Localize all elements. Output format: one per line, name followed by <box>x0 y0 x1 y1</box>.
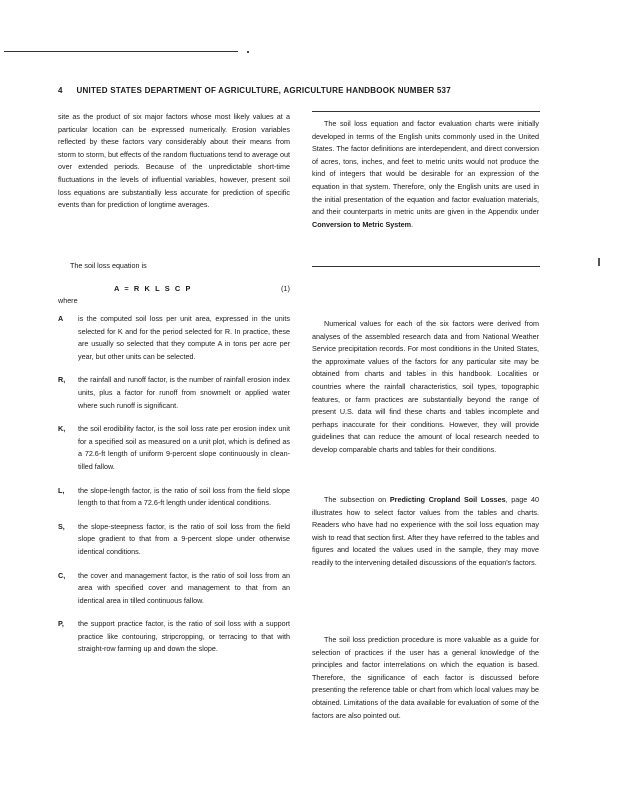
equation-number: (1) <box>280 284 290 293</box>
definition-item <box>58 618 290 656</box>
metric-note-box <box>312 118 539 231</box>
definition-text: the rainfall and runoff factor, is the number of rainfall erosion index units, plus a factor for runoff from snowmelt or applied water where such runoff is significant. <box>78 375 290 410</box>
subsection-text-end: , page 40 illustrates how to select factor values from the tables and charts. Readers who have had no experience with the soil loss equation may wish to read that section first. After they have referred to the tables and figures and located the values used in the sample, they may move readily to the intervening detailed discussions of the equation's factors. <box>312 495 539 567</box>
left-intro-paragraph: site as the product of six major factors whose most likely values at a particular location can be expressed numerically. Erosion variables reflected by these factors vary considerably about their means from storm to storm, but effects of the random fluctuations tend to average out over extended periods. Because of the unpredictable short-time fluctuations in the levels of influential variables, however, present soil loss equations are substantially less accurate for prediction of specific events than for prediction of longtime averages. <box>58 112 290 210</box>
factor-definitions <box>58 313 290 667</box>
definition-item <box>58 423 290 473</box>
soil-loss-equation <box>114 284 290 293</box>
box-top-rule <box>312 111 540 112</box>
definition-item <box>58 485 290 510</box>
definition-text: is the computed soil loss per unit area, expressed in the units selected for K and for the period selected for R. In practice, these are usually so selected that they compute A in tons per acre per year, but other units can be selected. <box>78 314 290 361</box>
definition-text: the slope-steepness factor, is the ratio of soil loss from the field slope gradient to that from a 9-percent slope under otherwise identical conditions. <box>78 521 290 556</box>
definition-item <box>58 313 290 363</box>
predicting-cropland-reference: Predicting Cropland Soil Losses <box>389 495 506 504</box>
definition-text: the support practice factor, is the ratio of soil loss with a support practice like contouring, stripcropping, or terracing to that with straight-row farming up and down the slope. <box>78 619 290 654</box>
definition-item <box>58 374 290 412</box>
right-paragraph-numerical-values: Numerical values for each of the six factors were derived from analyses of the assembled research data and from National Weather Service precipitation records. For most conditions in the United States, the approximate values of the factors for any particular site may be obtained from charts and tables in this handbook. Localities or countries where the rainfall characteristics, soil types, topographic features, or farm practices are substantially beyond the range of present U.S. data will find these charts and tables incomplete and perhaps inaccurate for their conditions. However, they will provide guidelines that can reduce the amount of local research needed to develop comparable charts and tables for their conditions. <box>312 319 539 454</box>
scan-dot <box>247 51 249 53</box>
equation-intro: The soil loss equation is <box>70 261 147 270</box>
subsection-text: The subsection on <box>324 495 390 504</box>
definition-symbol: L, <box>58 485 65 495</box>
page-number: 4 <box>58 86 63 95</box>
metric-conversion-reference: Conversion to Metric System <box>312 219 412 229</box>
definition-symbol: A <box>58 314 64 323</box>
definition-symbol: S, <box>58 521 65 531</box>
definition-text: the cover and management factor, is the ratio of soil loss from an area with specified cover and management to that from an identical area in tilled continuous fallow. <box>78 570 290 605</box>
definition-item <box>58 521 290 559</box>
box-bottom-rule <box>312 266 540 267</box>
definition-symbol: C, <box>58 570 66 580</box>
right-paragraph-subsection <box>312 494 539 570</box>
margin-mark <box>598 258 600 266</box>
equation-formula: A = R K L S C P <box>114 284 193 293</box>
right-paragraph-procedure: The soil loss prediction procedure is more valuable as a guide for selection of practices if the user has a general knowledge of the principles and factor interrelations on which the equation is based. Therefore, the significance of each factor is discussed before presenting the reference table or chart from which local values may be obtained. Limitations of the data available for evaluation of some of the factors are also pointed out. <box>312 635 539 720</box>
definition-item <box>58 570 290 608</box>
definition-text: the slope-length factor, is the ratio of soil loss from the field slope length to that from a 72.6-ft length under identical conditions. <box>78 485 290 508</box>
header-title: UNITED STATES DEPARTMENT OF AGRICULTURE, AGRICULTURE HANDBOOK NUMBER 537 <box>76 86 451 95</box>
where-label: where <box>58 296 78 305</box>
definition-symbol: K, <box>58 424 66 434</box>
definition-symbol: R, <box>58 375 66 385</box>
definition-symbol: P, <box>58 619 64 629</box>
metric-note-text: The soil loss equation and factor evaluation charts were initially developed in terms of the English units commonly used in the United States. The factor definitions are interdependent, and direct conversion of acres, tons, inches, and feet to metric units would not produce the kind of integers that would be desirable for an expression of the equation in that system. Therefore, only the English units are used in the initial presentation of the equation and factor evaluation materials, and their counterparts in metric units are given in the Appendix under <box>312 119 539 217</box>
metric-note-end: . <box>411 219 414 229</box>
definition-text: the soil erodibility factor, is the soil loss rate per erosion index unit for a specified soil as measured on a unit plot, which is defined as a 72.6-ft length of uniform 9-percent slope continuously in clean-tilled fallow. <box>78 424 290 471</box>
top-rule <box>4 51 238 52</box>
running-header <box>58 86 528 95</box>
